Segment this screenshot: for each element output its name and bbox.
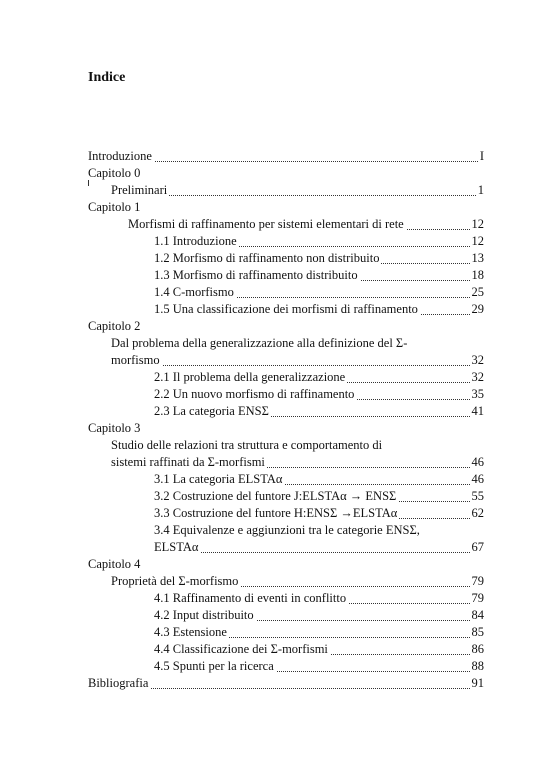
- toc-entry: [88, 505, 484, 522]
- toc-entry-title: Capitolo 0: [88, 166, 141, 180]
- toc-entry-page: 79: [471, 574, 484, 588]
- toc-entry-page: 25: [471, 285, 484, 299]
- toc-entry-page: 91: [471, 676, 484, 690]
- toc-entry-title: 4.3 Estensione: [154, 625, 227, 639]
- toc-entry-title: 2.3 La categoria ENSΣ: [154, 404, 269, 418]
- toc-entry-title: 3.4 Equivalenze e aggiunzioni tra le categorie ENSΣ,: [154, 523, 420, 537]
- dot-leader: [111, 365, 484, 366]
- toc-entry: [88, 233, 484, 250]
- dot-leader: [154, 552, 484, 553]
- toc-entry-page: 13: [471, 251, 484, 265]
- toc-entry: [88, 607, 484, 624]
- toc-entry: [88, 590, 484, 607]
- toc-entry-page: 32: [471, 370, 484, 384]
- toc-entry-title: sistemi raffinati da Σ-morfismi: [111, 455, 265, 469]
- toc-entry-title: 3.3 Costruzione del funtore H:ENSΣ →ELSTAα: [154, 506, 398, 520]
- toc-entry: [88, 624, 484, 641]
- toc-entry: [88, 318, 484, 335]
- toc-entry-title: 1.2 Morfismo di raffinamento non distribuito: [154, 251, 380, 265]
- toc-entry-title: Dal problema della generalizzazione alla definizione del Σ-: [111, 336, 408, 350]
- toc-entry-page: 29: [471, 302, 484, 316]
- toc-entry-page: 86: [471, 642, 484, 656]
- toc-entry-title: 1.4 C-morfismo: [154, 285, 234, 299]
- toc-entry-title: Preliminari: [111, 183, 168, 197]
- toc-entry-title: 1.5 Una classificazione dei morfismi di raffinamento: [154, 302, 418, 316]
- toc-entry: [88, 301, 484, 318]
- toc-entry-title: Introduzione: [88, 149, 152, 163]
- toc-entry-title: Capitolo 2: [88, 319, 141, 333]
- toc-entry-page: 46: [471, 455, 484, 469]
- toc-entry: [88, 522, 484, 539]
- toc-entry-page: 55: [471, 489, 484, 503]
- toc-entry: [88, 403, 484, 420]
- toc-entry: [88, 641, 484, 658]
- toc-entry-title: Bibliografia: [88, 676, 149, 690]
- toc-entry: [88, 284, 484, 301]
- toc-entry: [88, 148, 484, 165]
- toc-entry-title: 4.4 Classificazione dei Σ-morfismi: [154, 642, 328, 656]
- toc-entry: [88, 454, 484, 471]
- toc-entry-page: 67: [471, 540, 484, 554]
- toc-entry-title: Capitolo 3: [88, 421, 141, 435]
- table-of-contents: [88, 148, 484, 692]
- toc-entry: [88, 556, 484, 573]
- toc-entry: [88, 250, 484, 267]
- toc-entry: [88, 675, 484, 692]
- toc-entry-page: 18: [471, 268, 484, 282]
- page-title: Indice: [88, 70, 126, 85]
- toc-entry: [88, 386, 484, 403]
- toc-entry-title: Capitolo 1: [88, 200, 141, 214]
- toc-entry-page: 12: [471, 234, 484, 248]
- toc-entry-title: Morfismi di raffinamento per sistemi elementari di rete: [128, 217, 404, 231]
- toc-entry-title: 1.3 Morfismo di raffinamento distribuito: [154, 268, 358, 282]
- toc-entry-page: 84: [471, 608, 484, 622]
- toc-entry: [88, 199, 484, 216]
- toc-entry-title: 4.2 Input distribuito: [154, 608, 254, 622]
- toc-entry-title: Capitolo 4: [88, 557, 141, 571]
- toc-entry-page: 88: [471, 659, 484, 673]
- toc-entry-title: 1.1 Introduzione: [154, 234, 237, 248]
- toc-entry: [88, 369, 484, 386]
- toc-entry: [88, 335, 484, 352]
- toc-entry-title: 3.2 Costruzione del funtore J:ELSTAα → ENSΣ: [154, 489, 397, 503]
- toc-entry: [88, 216, 484, 233]
- toc-entry-title: 4.5 Spunti per la ricerca: [154, 659, 274, 673]
- toc-entry-page: 62: [471, 506, 484, 520]
- toc-entry-title: 2.2 Un nuovo morfismo di raffinamento: [154, 387, 355, 401]
- toc-entry: [88, 471, 484, 488]
- toc-entry-page: I: [479, 149, 484, 163]
- toc-entry-title: Proprietà del Σ-morfismo: [111, 574, 239, 588]
- toc-entry: [88, 573, 484, 590]
- toc-entry: [88, 539, 484, 556]
- toc-entry-title: 4.1 Raffinamento di eventi in conflitto: [154, 591, 347, 605]
- toc-entry-page: 85: [471, 625, 484, 639]
- toc-entry-page: 41: [471, 404, 484, 418]
- toc-entry-title: ELSTAα: [154, 540, 199, 554]
- toc-entry-title: Studio delle relazioni tra struttura e comportamento di: [111, 438, 383, 452]
- toc-entry: [88, 267, 484, 284]
- toc-entry-page: 46: [471, 472, 484, 486]
- toc-entry-page: 35: [471, 387, 484, 401]
- toc-entry-page: 1: [477, 183, 484, 197]
- toc-entry: [88, 420, 484, 437]
- toc-entry: [88, 352, 484, 369]
- toc-entry-page: 32: [471, 353, 484, 367]
- toc-entry: [88, 182, 484, 199]
- toc-entry-page: 12: [471, 217, 484, 231]
- toc-entry: [88, 658, 484, 675]
- toc-entry-title: morfismo: [111, 353, 160, 367]
- toc-entry-page: 79: [471, 591, 484, 605]
- toc-entry: [88, 437, 484, 454]
- toc-entry: [88, 165, 484, 182]
- toc-entry-title: 3.1 La categoria ELSTAα: [154, 472, 283, 486]
- toc-entry-title: 2.1 Il problema della generalizzazione: [154, 370, 346, 384]
- toc-entry: [88, 488, 484, 505]
